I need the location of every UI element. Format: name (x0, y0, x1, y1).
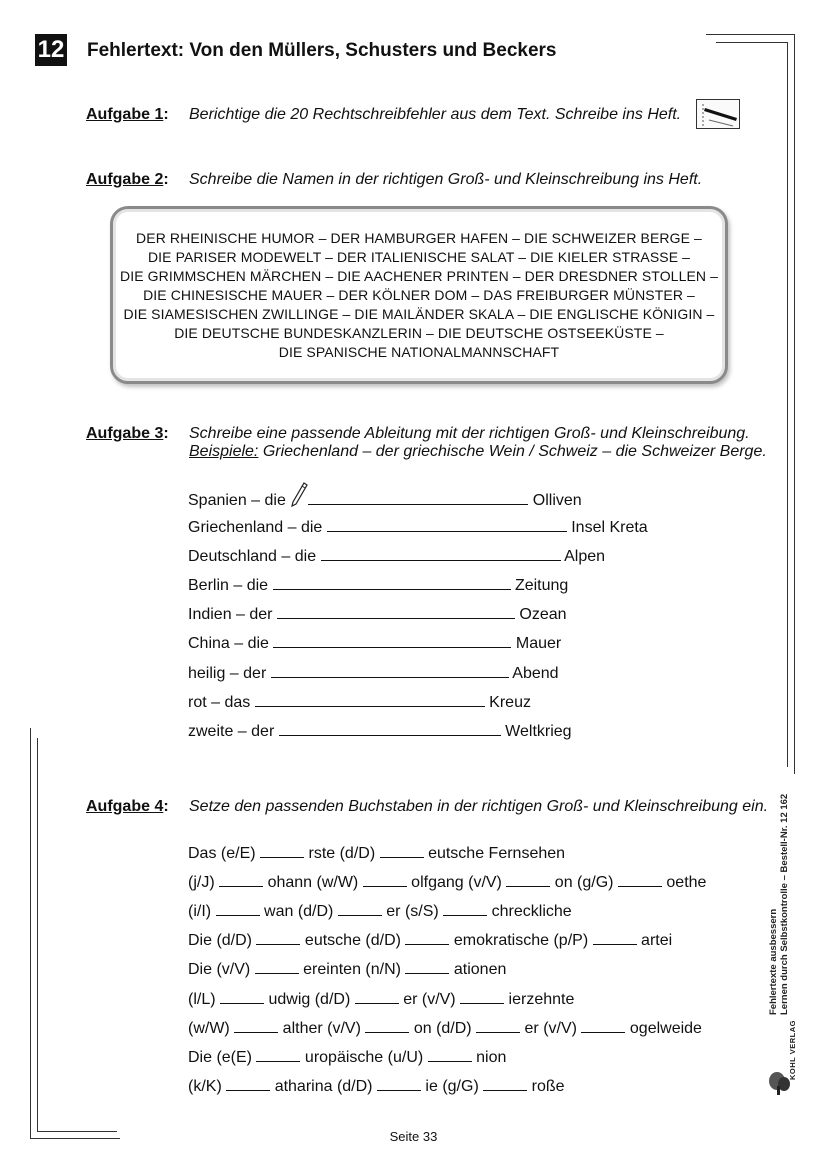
task3-colon: : (163, 425, 169, 442)
publisher-name: KOHL VERLAG (788, 1020, 797, 1080)
segment-text: nion (476, 1049, 507, 1066)
answer-blank[interactable] (271, 663, 509, 678)
task4-heading (86, 798, 169, 816)
segment-text: er (s/S) (386, 903, 439, 920)
row-prefix: Berlin – die (188, 577, 269, 594)
page-number: Seite 33 (389, 1129, 438, 1144)
row-prefix: zweite – der (188, 723, 275, 740)
segment-text: roße (531, 1078, 565, 1095)
segment-text: alther (v/V) (282, 1020, 361, 1037)
row-prefix: China – die (188, 635, 269, 652)
segment-text: Das (e/E) (188, 845, 256, 862)
segment-text: eutsche Fernsehen (428, 845, 566, 862)
task1-colon: : (163, 106, 169, 123)
segment-text: (k/K) (188, 1078, 222, 1095)
names-line: DER RHEINISCHE HUMOR – DER HAMBURGER HAFEN – DIE SCHWEIZER BERGE – (136, 230, 702, 246)
letter-blank[interactable] (428, 1047, 472, 1062)
task3-label: Aufgabe 3 (86, 425, 164, 442)
task3-row (188, 633, 561, 653)
segment-text: ierzehnte (508, 991, 575, 1008)
row-prefix: Deutschland – die (188, 548, 317, 565)
names-line: DIE SIAMESISCHEN ZWILLINGE – DIE MAILÄNDER SKALA – DIE ENGLISCHE KÖNIGIN – (123, 306, 715, 322)
answer-blank[interactable] (255, 692, 485, 707)
frame-line-right (794, 34, 795, 774)
task3-row (188, 546, 605, 566)
row-suffix: Mauer (515, 635, 562, 652)
task3-row (188, 604, 567, 624)
task2-colon: : (163, 171, 169, 188)
answer-blank[interactable] (277, 604, 515, 619)
segment-text: ogelweide (629, 1020, 702, 1037)
names-line: DIE SPANISCHE NATIONALMANNSCHAFT (278, 344, 560, 360)
segment-text: ie (g/G) (425, 1078, 479, 1095)
row-prefix: Spanien – die (188, 492, 286, 509)
letter-blank[interactable] (234, 1018, 278, 1033)
task4-row (188, 989, 574, 1009)
segment-text: rste (d/D) (308, 845, 376, 862)
answer-blank[interactable] (308, 490, 528, 505)
task3-row (188, 721, 572, 741)
names-box-text (113, 229, 725, 362)
row-suffix: Kreuz (489, 694, 531, 711)
segment-text: ereinten (n/N) (303, 961, 401, 978)
row-prefix: Griechenland – die (188, 519, 323, 536)
letter-blank[interactable] (260, 843, 304, 858)
task3-heading (86, 425, 169, 443)
letter-blank[interactable] (226, 1076, 270, 1091)
row-suffix: Abend (512, 665, 559, 682)
segment-text: on (g/G) (554, 874, 614, 891)
task4-row (188, 1047, 506, 1067)
names-box (110, 206, 728, 384)
row-suffix: Insel Kreta (571, 519, 648, 536)
letter-blank[interactable] (219, 872, 263, 887)
task4-colon: : (163, 798, 169, 815)
task4-row (188, 1018, 702, 1038)
segment-text: (j/J) (188, 874, 215, 891)
tree-logo-icon (768, 1068, 794, 1096)
task4-row (188, 930, 672, 950)
segment-text: emokratische (p/P) (453, 932, 589, 949)
segment-text: er (v/V) (403, 991, 456, 1008)
frame-line-left (30, 728, 31, 1138)
task3-row (188, 575, 568, 595)
task3-examples (189, 443, 767, 461)
segment-text: atharina (d/D) (274, 1078, 373, 1095)
publisher-sidebar (760, 780, 806, 1100)
answer-blank[interactable] (327, 517, 567, 532)
segment-text: oethe (666, 874, 707, 891)
answer-blank[interactable] (273, 575, 511, 590)
task4-row (188, 901, 572, 921)
letter-blank[interactable] (593, 930, 637, 945)
letter-blank[interactable] (220, 989, 264, 1004)
letter-blank[interactable] (618, 872, 662, 887)
names-line: DIE GRIMMSCHEN MÄRCHEN – DIE AACHENER PRINTEN – DER DRESDNER STOLLEN – (120, 268, 718, 284)
segment-text: ationen (453, 961, 507, 978)
task1-heading (86, 106, 169, 124)
task2-instruction: Schreibe die Namen in der richtigen Groß- und Kleinschreibung ins Heft. (189, 171, 703, 188)
segment-text: Die (e(E) (188, 1049, 253, 1066)
task4-row (188, 872, 706, 892)
row-prefix: heilig – der (188, 665, 267, 682)
answer-blank[interactable] (321, 546, 561, 561)
segment-text: (l/L) (188, 991, 216, 1008)
letter-blank[interactable] (256, 930, 300, 945)
row-suffix: Alpen (564, 548, 606, 565)
letter-blank[interactable] (405, 959, 449, 974)
letter-blank[interactable] (581, 1018, 625, 1033)
letter-blank[interactable] (483, 1076, 527, 1091)
task4-row (188, 843, 565, 863)
frame-line-left-inner (37, 738, 38, 1131)
names-line: DIE CHINESISCHE MAUER – DER KÖLNER DOM – DAS FREIBURGER MÜNSTER – (143, 287, 695, 303)
segment-text: eutsche (d/D) (304, 932, 401, 949)
letter-blank[interactable] (355, 989, 399, 1004)
letter-blank[interactable] (256, 1047, 300, 1062)
frame-line-top-inner (716, 42, 788, 43)
segment-text: ohann (w/W) (267, 874, 359, 891)
segment-text: olfgang (v/V) (411, 874, 502, 891)
segment-text: on (d/D) (413, 1020, 472, 1037)
names-line: DIE PARISER MODEWELT – DER ITALIENISCHE SALAT – DIE KIELER STRASSE – (147, 249, 691, 265)
frame-line-right-inner (787, 42, 788, 767)
segment-text: wan (d/D) (264, 903, 334, 920)
letter-blank[interactable] (255, 959, 299, 974)
segment-text: er (v/V) (524, 1020, 577, 1037)
letter-blank[interactable] (506, 872, 550, 887)
task4-row (188, 959, 506, 979)
segment-text: Die (v/V) (188, 961, 251, 978)
letter-blank[interactable] (363, 872, 407, 887)
segment-text: (w/W) (188, 1020, 230, 1037)
task3-instruction: Schreibe eine passende Ableitung mit der richtigen Groß- und Kleinschreibung. (189, 425, 750, 442)
letter-blank[interactable] (216, 901, 260, 916)
task3-row (188, 692, 531, 712)
task4-row (188, 1076, 565, 1096)
row-suffix: Ozean (519, 606, 567, 623)
letter-blank[interactable] (380, 843, 424, 858)
segment-text: chreckliche (491, 903, 572, 920)
letter-blank[interactable] (443, 901, 487, 916)
row-suffix: Olliven (532, 492, 582, 509)
task4-instruction: Setze den passenden Buchstaben in der richtigen Groß- und Kleinschreibung ein. (189, 798, 769, 815)
sidebar-line2: Lernen durch Selbstkontrolle – Bestell-Nr. 12 162 (779, 793, 790, 1015)
segment-text: uropäische (u/U) (304, 1049, 424, 1066)
task2-heading (86, 171, 169, 189)
letter-blank[interactable] (476, 1018, 520, 1033)
row-suffix: Weltkrieg (505, 723, 572, 740)
letter-blank[interactable] (365, 1018, 409, 1033)
letter-blank[interactable] (405, 930, 449, 945)
notebook-pen-icon (696, 99, 740, 129)
answer-blank[interactable] (279, 721, 501, 736)
task3-row (188, 517, 648, 537)
row-prefix: rot – das (188, 694, 251, 711)
letter-blank[interactable] (338, 901, 382, 916)
segment-text: Die (d/D) (188, 932, 253, 949)
answer-blank[interactable] (273, 633, 511, 648)
task3-row (188, 488, 582, 510)
sidebar-line1: Fehlertexte ausbessern (768, 908, 779, 1015)
row-prefix: Indien – der (188, 606, 273, 623)
frame-line-top (706, 34, 794, 35)
task2-label: Aufgabe 2 (86, 171, 164, 188)
page-title: Fehlertext: Von den Müllers, Schusters und Beckers (87, 40, 557, 61)
task3-row (188, 663, 559, 683)
task-number-badge: 12 (35, 34, 67, 66)
task1-instruction: Berichtige die 20 Rechtschreibfehler aus dem Text. Schreibe ins Heft. (189, 106, 682, 123)
task3-example-label: Beispiele: (189, 443, 259, 460)
names-line: DIE DEUTSCHE BUNDESKANZLERIN – DIE DEUTSCHE OSTSEEKÜSTE – (174, 325, 664, 341)
row-suffix: Zeitung (514, 577, 569, 594)
segment-text: (i/I) (188, 903, 212, 920)
task4-label: Aufgabe 4 (86, 798, 164, 815)
task3-example-text: Griechenland – der griechische Wein / Schweiz – die Schweizer Berge. (258, 443, 767, 460)
letter-blank[interactable] (377, 1076, 421, 1091)
task1-label: Aufgabe 1 (86, 106, 164, 123)
letter-blank[interactable] (460, 989, 504, 1004)
pencil-icon (290, 488, 308, 510)
segment-text: artei (641, 932, 673, 949)
segment-text: udwig (d/D) (268, 991, 351, 1008)
